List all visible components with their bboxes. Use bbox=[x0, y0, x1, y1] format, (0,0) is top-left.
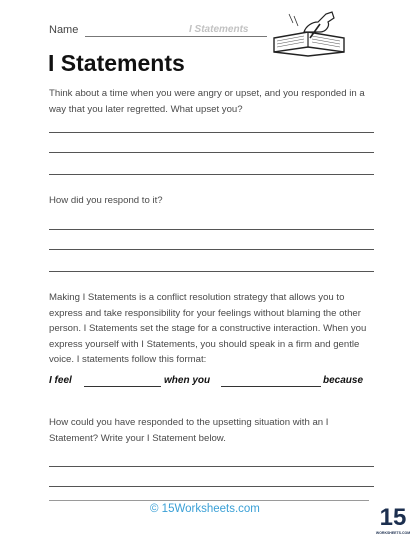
question-1: Think about a time when you were angry or upset, and you responded in a way that you later regretted. What upset you? bbox=[49, 88, 365, 115]
worksheet-topic: I Statements bbox=[189, 24, 249, 35]
15worksheets-badge-icon bbox=[375, 498, 411, 538]
answer-line[interactable] bbox=[49, 132, 374, 133]
format-because: because bbox=[323, 375, 364, 386]
answer-line[interactable] bbox=[49, 466, 374, 467]
name-header bbox=[49, 24, 279, 42]
format-blank-action[interactable] bbox=[221, 386, 321, 387]
footer-divider bbox=[49, 500, 369, 501]
answer-line[interactable] bbox=[49, 486, 374, 487]
writing-hand-book-icon bbox=[268, 8, 350, 58]
answer-line[interactable] bbox=[49, 271, 374, 272]
footer-copyright-link[interactable]: © 15Worksheets.com bbox=[150, 503, 260, 515]
answer-line[interactable] bbox=[49, 229, 374, 230]
page-title: I Statements bbox=[48, 50, 185, 76]
answer-line[interactable] bbox=[49, 249, 374, 250]
badge-number: 15 bbox=[379, 504, 407, 531]
answer-line[interactable] bbox=[49, 174, 374, 175]
name-field-line[interactable] bbox=[85, 36, 267, 37]
question-3: How could you have responded to the upsetting situation with an I Statement? Write your I Statement below. bbox=[49, 417, 329, 444]
answer-line[interactable] bbox=[49, 152, 374, 153]
name-label: Name bbox=[49, 24, 79, 36]
format-i-feel: I feel bbox=[49, 375, 72, 386]
format-blank-feeling[interactable] bbox=[84, 386, 161, 387]
format-when-you: when you bbox=[164, 375, 211, 386]
badge-text: WORKSHEETS.COM bbox=[375, 531, 411, 535]
info-paragraph: Making I Statements is a conflict resolution strategy that allows you to express and take responsibility for your feelings without blaming the other person. I Statements set the stage for a constructive interaction. When you express yourself with I Statements, you should speak in a firm and gentle voice. I statements follow this format: bbox=[49, 292, 367, 365]
question-2: How did you respond to it? bbox=[49, 195, 163, 206]
i-statement-format bbox=[49, 375, 369, 389]
